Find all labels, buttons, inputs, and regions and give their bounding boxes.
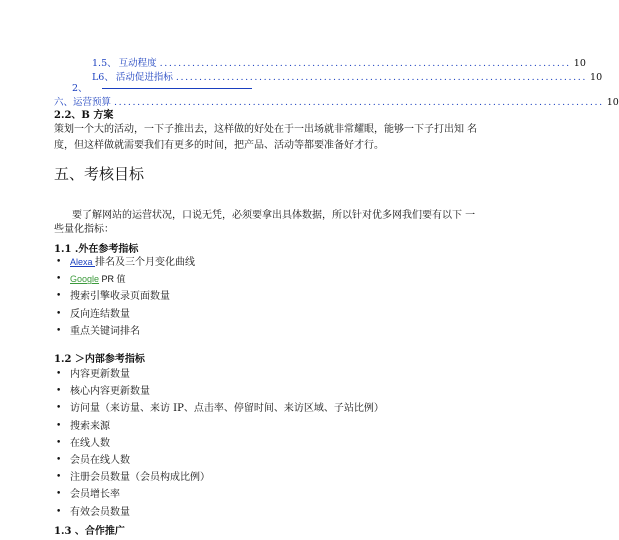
bullet-icon: •	[56, 403, 62, 414]
list-item	[54, 366, 454, 383]
list-item	[54, 254, 434, 271]
toc-item-label: 互动程度	[118, 58, 157, 69]
bullet-icon: •	[56, 472, 62, 483]
list-item-text: 重点关键词排名	[70, 325, 140, 337]
subsection-1-2-heading: 1.2 ＞内部参考指标	[54, 354, 145, 365]
subsection-1-1-heading: 1.1 .外在参考指标	[54, 244, 139, 255]
toc-page-number: 10	[573, 58, 586, 69]
plan-b-text-line1: 策划一个大的活动，一下子推出去，这样做的好处在于一出场就非常耀眼，能够一下子打出知 名	[54, 124, 478, 135]
list-item	[54, 288, 434, 305]
bullet-icon: •	[56, 369, 62, 379]
list-item-text: PR 值	[99, 274, 126, 285]
bullet-icon: •	[56, 291, 62, 302]
list-item-text: 搜索引擎收录页面数量	[70, 291, 170, 303]
bullet-icon: •	[56, 325, 62, 336]
subsection-1-3-heading: 1.3 、合作推广	[54, 526, 125, 537]
internal-indicators-list	[54, 366, 454, 521]
list-item	[54, 383, 454, 400]
intro-text-line2: 些量化指标：	[54, 224, 114, 235]
list-item	[54, 452, 454, 469]
toc-item-number: 2、	[72, 83, 88, 94]
list-item-text: 反向连结数量	[70, 308, 130, 320]
toc-item-label: 活动促进指标	[115, 72, 173, 83]
list-item	[54, 306, 434, 323]
toc-leader-dots: .........................................................................................	[159, 58, 571, 69]
list-item-text: 排名及三个月变化曲线	[95, 257, 196, 268]
toc-leader-dots: ..........................................................................................................	[114, 97, 604, 108]
list-item	[54, 271, 434, 288]
list-item-text: 有效会员数量	[70, 506, 130, 518]
plan-b-text-line2: 度，但这样做就需要我们有更多的时间，把产品、活动等都要准备好才行。	[54, 140, 384, 151]
bullet-icon: •	[56, 274, 62, 285]
list-item	[54, 435, 454, 452]
intro-text-line1: 要了解网站的运营状况，口说无凭，必须要拿出具体数据，所以针对优多网我们要有以下 一	[72, 210, 476, 221]
list-item-text: 在线人数	[70, 437, 110, 449]
bullet-icon: •	[56, 506, 62, 517]
toc-item-1-5[interactable]	[92, 55, 586, 69]
list-item-text: 注册会员数量（会员构成比例）	[70, 472, 210, 484]
list-item	[54, 400, 454, 417]
section-5-title: 五、考核目标	[54, 165, 145, 183]
bullet-icon: •	[56, 420, 62, 431]
section-2-2-heading: 2.2、B 方案	[54, 110, 114, 121]
list-item-text: 核心内容更新数量	[70, 386, 150, 398]
list-item-text: 访问量（来访量、来访 IP、点击率、停留时间、来访区域、子站比例）	[70, 403, 384, 415]
toc-item-number: 1.5、	[92, 58, 117, 69]
toc-item-number: L6、	[92, 72, 114, 83]
list-item	[54, 486, 454, 503]
list-item-text: 会员增长率	[70, 489, 120, 501]
list-item-text: 搜索来源	[70, 420, 110, 432]
toc-item-label: 六、运营预算	[54, 97, 112, 108]
bullet-icon: •	[56, 454, 62, 465]
google-link[interactable]: Google	[70, 274, 100, 285]
toc-leader-dots: .........................................................................................	[175, 72, 588, 83]
external-indicators-list	[54, 254, 434, 340]
list-item	[54, 504, 454, 521]
bullet-icon: •	[56, 489, 62, 500]
toc-blank-rule	[102, 88, 252, 89]
bullet-icon: •	[56, 437, 62, 448]
bullet-icon: •	[56, 308, 62, 319]
toc-page-number: 10	[590, 72, 603, 83]
toc-item-2[interactable]	[72, 80, 252, 94]
list-item	[54, 323, 434, 340]
list-item-text: 会员在线人数	[70, 454, 130, 466]
list-item	[54, 469, 454, 486]
bullet-icon: •	[56, 386, 62, 397]
list-item	[54, 418, 454, 435]
alexa-link[interactable]: Alexa	[70, 257, 96, 267]
bullet-icon: •	[56, 257, 62, 267]
toc-page-number: 10	[606, 97, 619, 108]
list-item-text: 内容更新数量	[70, 369, 130, 380]
